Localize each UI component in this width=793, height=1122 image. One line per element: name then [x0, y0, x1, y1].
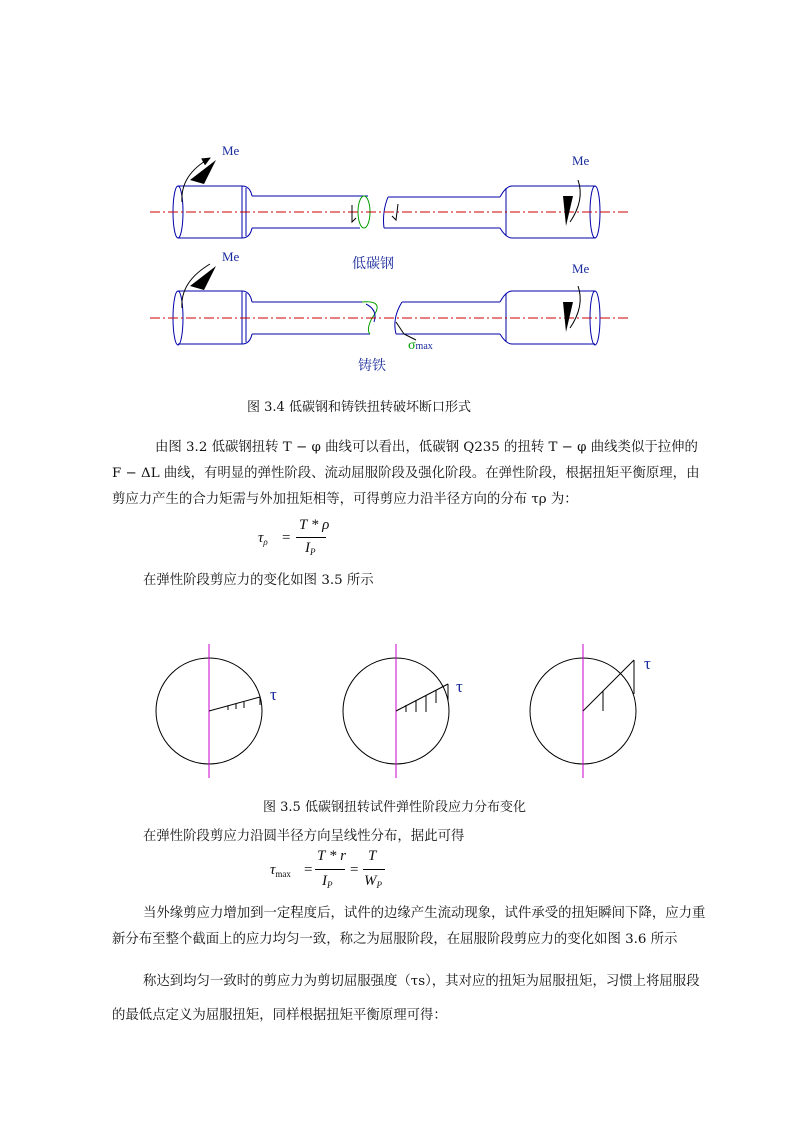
iron-label: 铸铁 [358, 358, 386, 374]
paragraph-5-line-2: 的最低点定义为屈服扭矩，同样根据扭矩平衡原理可得： [112, 1008, 447, 1023]
stress-circle-2 [343, 644, 449, 778]
sigma-max-label: σmax [408, 338, 433, 353]
tau-label-3: τ [644, 654, 651, 673]
me-label-top-right: Me [572, 153, 590, 168]
paragraph-1-line-1: 由图 3.2 低碳钢扭转 T − φ 曲线可以看出，低碳钢 Q235 的扭转 T − φ 曲线类似于拉伸的 [155, 440, 698, 455]
me-label-bottom-right: Me [572, 261, 590, 276]
tau-label-1: τ [270, 685, 277, 704]
tau-label-2: τ [456, 677, 463, 696]
figure-3-5-caption: 图 3.5 低碳钢扭转试件弹性阶段应力分布变化 [263, 800, 526, 815]
stress-circle-1 [156, 644, 262, 778]
paragraph-1-line-3: 剪应力产生的合力矩需与外加扭矩相等，可得剪应力沿半径方向的分布 τρ 为： [112, 492, 578, 507]
paragraph-3: 在弹性阶段剪应力沿圆半径方向呈线性分布，据此可得 [143, 829, 465, 844]
stress-circle-3 [530, 644, 636, 778]
paragraph-4-line-2: 新分布至整个截面上的应力均匀一致，称之为屈服阶段，在屈服阶段剪应力的变化如图 3.6 所示 [112, 932, 678, 947]
paragraph-1-line-2: F − ΔL 曲线，有明显的弹性阶段、流动屈服阶段及强化阶段。在弹性阶段，根据扭矩平衡原理，由 [112, 466, 700, 481]
me-label-top-left: Me [222, 143, 240, 158]
paragraph-5-line-1: 称达到均匀一致时的剪应力为剪切屈服强度（τs），其对应的扭矩为屈服扭矩，习惯上将屈服段 [143, 974, 700, 989]
paragraph-4-line-1: 当外缘剪应力增加到一定程度后，试件的边缘产生流动现象，试件承受的扭矩瞬间下降，应力重 [143, 906, 706, 921]
me-label-bottom-left: Me [222, 249, 240, 264]
steel-label: 低碳钢 [352, 256, 394, 272]
paragraph-2: 在弹性阶段剪应力的变化如图 3.5 所示 [143, 573, 374, 588]
figure-3-4-caption: 图 3.4 低碳钢和铸铁扭转破坏断口形式 [247, 400, 471, 415]
